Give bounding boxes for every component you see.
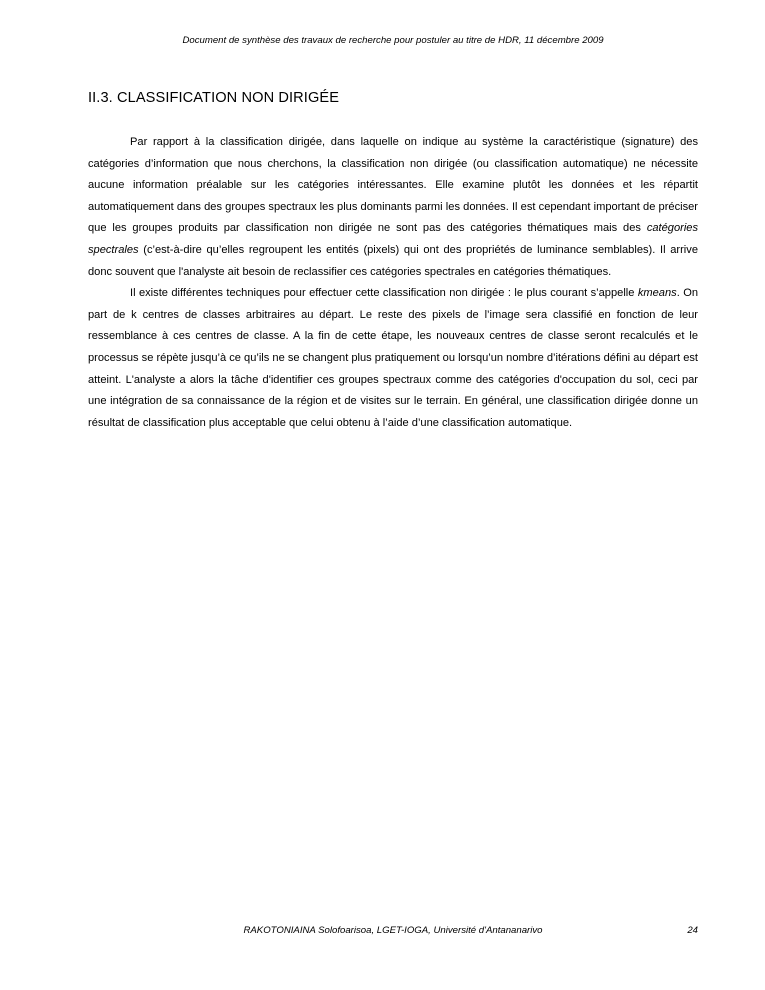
paragraph-text: Il existe différentes techniques pour effectuer cette classification non dirigée : le plus courant s’appelle xyxy=(130,287,638,300)
paragraph-classification-definition xyxy=(88,132,698,283)
paragraph-text: (c’est-à-dire qu’elles regroupent les entités (pixels) qui ont des propriétés de luminance semblables). Il arrive donc souvent que l'analyste ait besoin de reclassifier ces catégories spectrales en catégories thématiques. xyxy=(88,243,698,278)
running-footer xyxy=(88,924,698,938)
paragraph-text: . On part de k centres de classes arbitraires au départ. Le reste des pixels de l’image sera classifié en fonction de leur ressemblance à ces centres de classe. A la fin de cette étape, les nouveaux centres de classe seront recalculés et le processus se répète jusqu’à ce qu’ils ne se changent plus pratiquement ou lorsqu’un nombre d’itérations défini au départ est atteint. L'analyste a alors la tâche d'identifier ces groupes spectraux comme des catégories d'occupation du sol, ceci par une intégration de sa connaissance de la région et de visites sur le terrain. En général, une classification dirigée donne un résultat de classification plus acceptable que celui obtenu à l’aide d’une classification automatique. xyxy=(88,287,699,429)
paragraph-text: Par rapport à la classification dirigée, dans laquelle on indique au système la caractéristique (signature) des catégories d’information que nous cherchons, la classification non dirigée (ou classification automatique) ne nécessite aucune information préalable sur les catégories intéressantes. Elle examine plutôt les données et les répartit automatiquement dans des groupes spectraux les plus dominants parmi les données. Il est cependant important de préciser que les groupes produits par classification non dirigée ne sont pas des catégories thématiques mais des xyxy=(88,136,698,235)
running-header: Document de synthèse des travaux de recherche pour postuler au titre de HDR, 11 décembre 2009 xyxy=(182,35,604,46)
section-heading: II.3. CLASSIFICATION NON DIRIGÉE xyxy=(88,90,340,106)
body-text xyxy=(88,132,698,434)
paragraph-kmeans xyxy=(88,283,698,434)
emphasis-term: catégories spectrales xyxy=(88,222,698,256)
footer-author: RAKOTONIAINA Solofoarisoa, LGET-IOGA, Université d'Antananarivo xyxy=(243,925,543,936)
page-number: 24 xyxy=(687,925,698,936)
emphasis-term: kmeans xyxy=(637,287,677,300)
